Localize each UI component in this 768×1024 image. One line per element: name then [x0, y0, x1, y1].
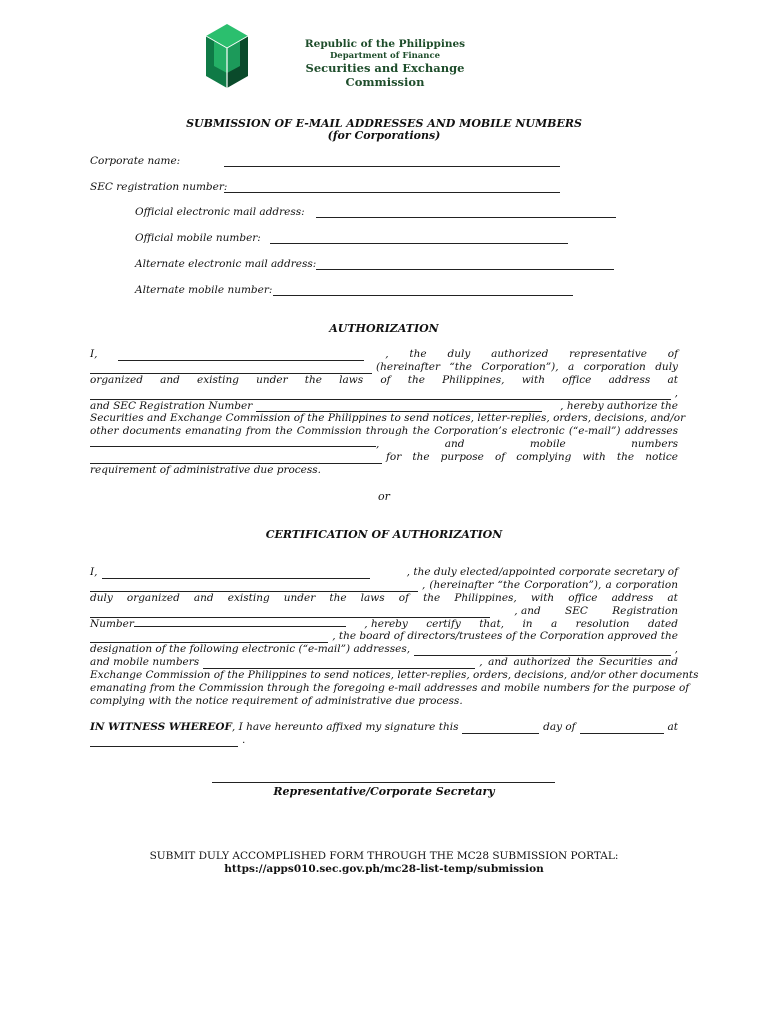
cert-word: , hereby — [364, 617, 408, 630]
cert-word: address — [611, 591, 654, 604]
signature-line[interactable] — [212, 782, 555, 783]
auth-email-blank[interactable] — [90, 435, 376, 447]
auth-word: address — [608, 373, 651, 386]
cert-line-11 — [90, 695, 678, 708]
authorization-heading: AUTHORIZATION — [329, 322, 439, 335]
form-subtitle: (for Corporations) — [327, 129, 441, 142]
cert-word: the — [329, 591, 347, 604]
auth-word: Philippines, — [442, 373, 505, 386]
cert-number-label: Number — [90, 617, 134, 630]
cert-line-1-text: , the duly elected/appointed corporate secretary of — [406, 565, 678, 578]
cert-word: with — [530, 591, 555, 604]
auth-word: duly — [447, 347, 471, 360]
official-mobile-blank[interactable] — [270, 243, 568, 244]
alternate-email-blank[interactable] — [316, 269, 614, 270]
cert-email-blank[interactable] — [414, 644, 671, 656]
alternate-mobile-label: Alternate mobile number: — [135, 284, 273, 296]
auth-word: and — [444, 438, 465, 451]
auth-word: at — [667, 373, 678, 386]
auth-line-1: I, , the duly authorized representative of — [90, 347, 678, 360]
auth-word: the — [407, 373, 425, 386]
alternate-mobile-blank[interactable] — [273, 295, 573, 296]
auth-line-10 — [90, 464, 678, 477]
auth-sec-reg-blank[interactable] — [256, 400, 542, 412]
official-email-label: Official electronic mail address: — [135, 206, 305, 218]
auth-line-9 — [90, 451, 678, 464]
auth-word: and — [160, 373, 180, 386]
auth-line-4: , — [90, 387, 678, 400]
auth-word: representative — [569, 347, 647, 360]
auth-word: authorized — [491, 347, 549, 360]
auth-mobile-blank[interactable] — [90, 452, 382, 464]
sec-logo — [202, 22, 252, 90]
cert-word: duly — [90, 591, 113, 604]
cert-line-6 — [90, 630, 678, 643]
witness-day-blank[interactable] — [462, 722, 539, 734]
cert-word: organized — [126, 591, 180, 604]
cert-line-8-text: , and authorized the Securities and — [479, 656, 678, 669]
cert-word: SEC — [565, 604, 588, 617]
auth-word: numbers — [631, 438, 678, 451]
cert-corporation-blank[interactable] — [90, 580, 418, 592]
cert-word: under — [283, 591, 316, 604]
or-separator: or — [378, 490, 390, 503]
witness-paragraph — [90, 721, 678, 747]
auth-line-2 — [90, 361, 678, 374]
cert-word: and — [193, 591, 214, 604]
witness-text-b: day of — [543, 720, 576, 733]
corporate-name-blank[interactable] — [224, 166, 560, 167]
official-mobile-label: Official mobile number: — [135, 232, 261, 244]
header-department: Department of Finance — [329, 51, 441, 61]
auth-line-6 — [90, 412, 686, 425]
auth-line-2-text: (hereinafter “the Corporation”), a corporation duly — [376, 360, 678, 373]
submit-instruction: SUBMIT DULY ACCOMPLISHED FORM THROUGH THE MC28 SUBMISSION PORTAL: — [149, 850, 619, 862]
auth-line-5 — [90, 400, 678, 413]
cert-word: , and — [514, 604, 541, 617]
cert-line-10 — [90, 682, 690, 695]
cert-line-2 — [90, 579, 678, 592]
auth-word: organized — [90, 373, 143, 386]
cert-line-6-text: , the board of directors/trustees of the Corporation approved the — [332, 630, 678, 643]
auth-line-10-text: requirement of administrative due process. — [90, 464, 322, 476]
auth-line-7-text: other documents emanating from the Commission through the Corporation’s electronic (“e-mail”) addresses — [90, 425, 678, 438]
signature-label: Representative/Corporate Secretary — [273, 785, 495, 798]
cert-line-3 — [90, 592, 678, 605]
submit-portal-link[interactable]: https://apps010.sec.gov.ph/mc28-list-temp/submission — [224, 863, 544, 875]
cert-word: Registration — [612, 604, 678, 617]
alternate-email-label: Alternate electronic mail address: — [135, 258, 317, 270]
cert-name-blank[interactable] — [102, 567, 370, 579]
witness-line-1 — [90, 721, 678, 734]
cert-word: existing — [227, 591, 270, 604]
auth-address-blank[interactable] — [90, 388, 671, 400]
witness-text-c: at — [667, 720, 678, 733]
cert-word: at — [667, 591, 678, 604]
cert-line-9-text: Exchange Commission of the Philippines to send notices, letter-replies, orders, decisions, and/or other documents — [90, 669, 699, 682]
header-commission: Securities and Exchange Commission — [305, 61, 465, 89]
cert-word: office — [568, 591, 598, 604]
witness-month-blank[interactable] — [580, 722, 664, 734]
auth-word: laws — [339, 373, 364, 386]
cert-line-8 — [90, 656, 678, 669]
auth-word: office — [562, 373, 592, 386]
form-title: SUBMISSION OF E-MAIL ADDRESSES AND MOBILE NUMBERS — [186, 117, 582, 130]
cert-line-8-label: and mobile numbers — [90, 656, 200, 669]
auth-line-9-text: for the purpose of complying with the notice — [386, 451, 678, 464]
auth-line-3 — [90, 374, 678, 387]
official-email-blank[interactable] — [316, 217, 616, 218]
witness-line-2: . — [90, 734, 678, 747]
certification-heading: CERTIFICATION OF AUTHORIZATION — [265, 528, 503, 541]
auth-name-blank[interactable] — [118, 349, 364, 361]
cert-line-7-text: designation of the following electronic (“e-mail”) addresses, — [90, 643, 411, 656]
cert-word: that, — [479, 617, 505, 630]
auth-sec-reg-label: and SEC Registration Number — [90, 399, 253, 412]
auth-word: existing — [197, 373, 239, 386]
cert-sec-reg-blank[interactable] — [134, 615, 346, 627]
auth-word: the — [409, 347, 427, 360]
certification-paragraph — [90, 565, 699, 708]
cert-line-11-text: complying with the notice requirement of administrative due process. — [90, 694, 463, 707]
cert-word: resolution — [575, 617, 630, 630]
cert-word: in — [522, 617, 533, 630]
header-republic: Republic of the Philippines — [304, 38, 466, 50]
cert-word: of — [398, 591, 409, 604]
cert-word: a — [550, 617, 558, 630]
auth-word: of — [380, 373, 391, 386]
cert-line-10-text: emanating from the Commission through the foregoing e-mail addresses and mobile numbers for the purpose of — [90, 682, 690, 694]
witness-bold: IN WITNESS WHEREOF — [90, 720, 232, 733]
auth-i: I, — [90, 347, 98, 360]
cert-line-9 — [90, 669, 699, 682]
sec-registration-label: SEC registration number: — [90, 181, 228, 193]
cert-word: the — [423, 591, 441, 604]
cert-word: laws — [360, 591, 385, 604]
auth-line-5-text: , hereby authorize the — [560, 399, 678, 412]
auth-word: under — [256, 373, 288, 386]
cert-line-1 — [90, 566, 678, 579]
cert-resolution-date-blank[interactable] — [90, 631, 328, 643]
cert-line-5 — [90, 618, 678, 631]
witness-text-a: , I have hereunto affixed my signature this — [231, 720, 459, 733]
authorization-paragraph — [90, 347, 686, 477]
sec-registration-blank[interactable] — [224, 192, 560, 193]
cert-i: I, — [90, 565, 98, 578]
cert-line-2-text: , (hereinafter “the Corporation”), a corporation — [422, 578, 678, 591]
corporate-name-label: Corporate name: — [90, 155, 181, 167]
auth-line-6-text: Securities and Exchange Commission of the Philippines to send notices, letter-replies, orders, decisions, and/or — [90, 412, 686, 425]
auth-word: with — [521, 373, 546, 386]
cert-mobile-blank[interactable] — [203, 657, 475, 669]
witness-place-blank[interactable] — [90, 735, 238, 747]
cert-word: certify — [426, 617, 461, 630]
auth-corporation-blank[interactable] — [90, 362, 372, 374]
auth-word: of — [667, 347, 678, 360]
auth-word: mobile — [529, 438, 566, 451]
auth-word: the — [304, 373, 322, 386]
cert-word: dated — [647, 617, 678, 630]
cert-line-7: designation of the following electronic (“e-mail”) addresses, , — [90, 643, 678, 656]
cert-word: Philippines, — [454, 591, 517, 604]
auth-line-8: , and mobile numbers — [90, 438, 678, 451]
